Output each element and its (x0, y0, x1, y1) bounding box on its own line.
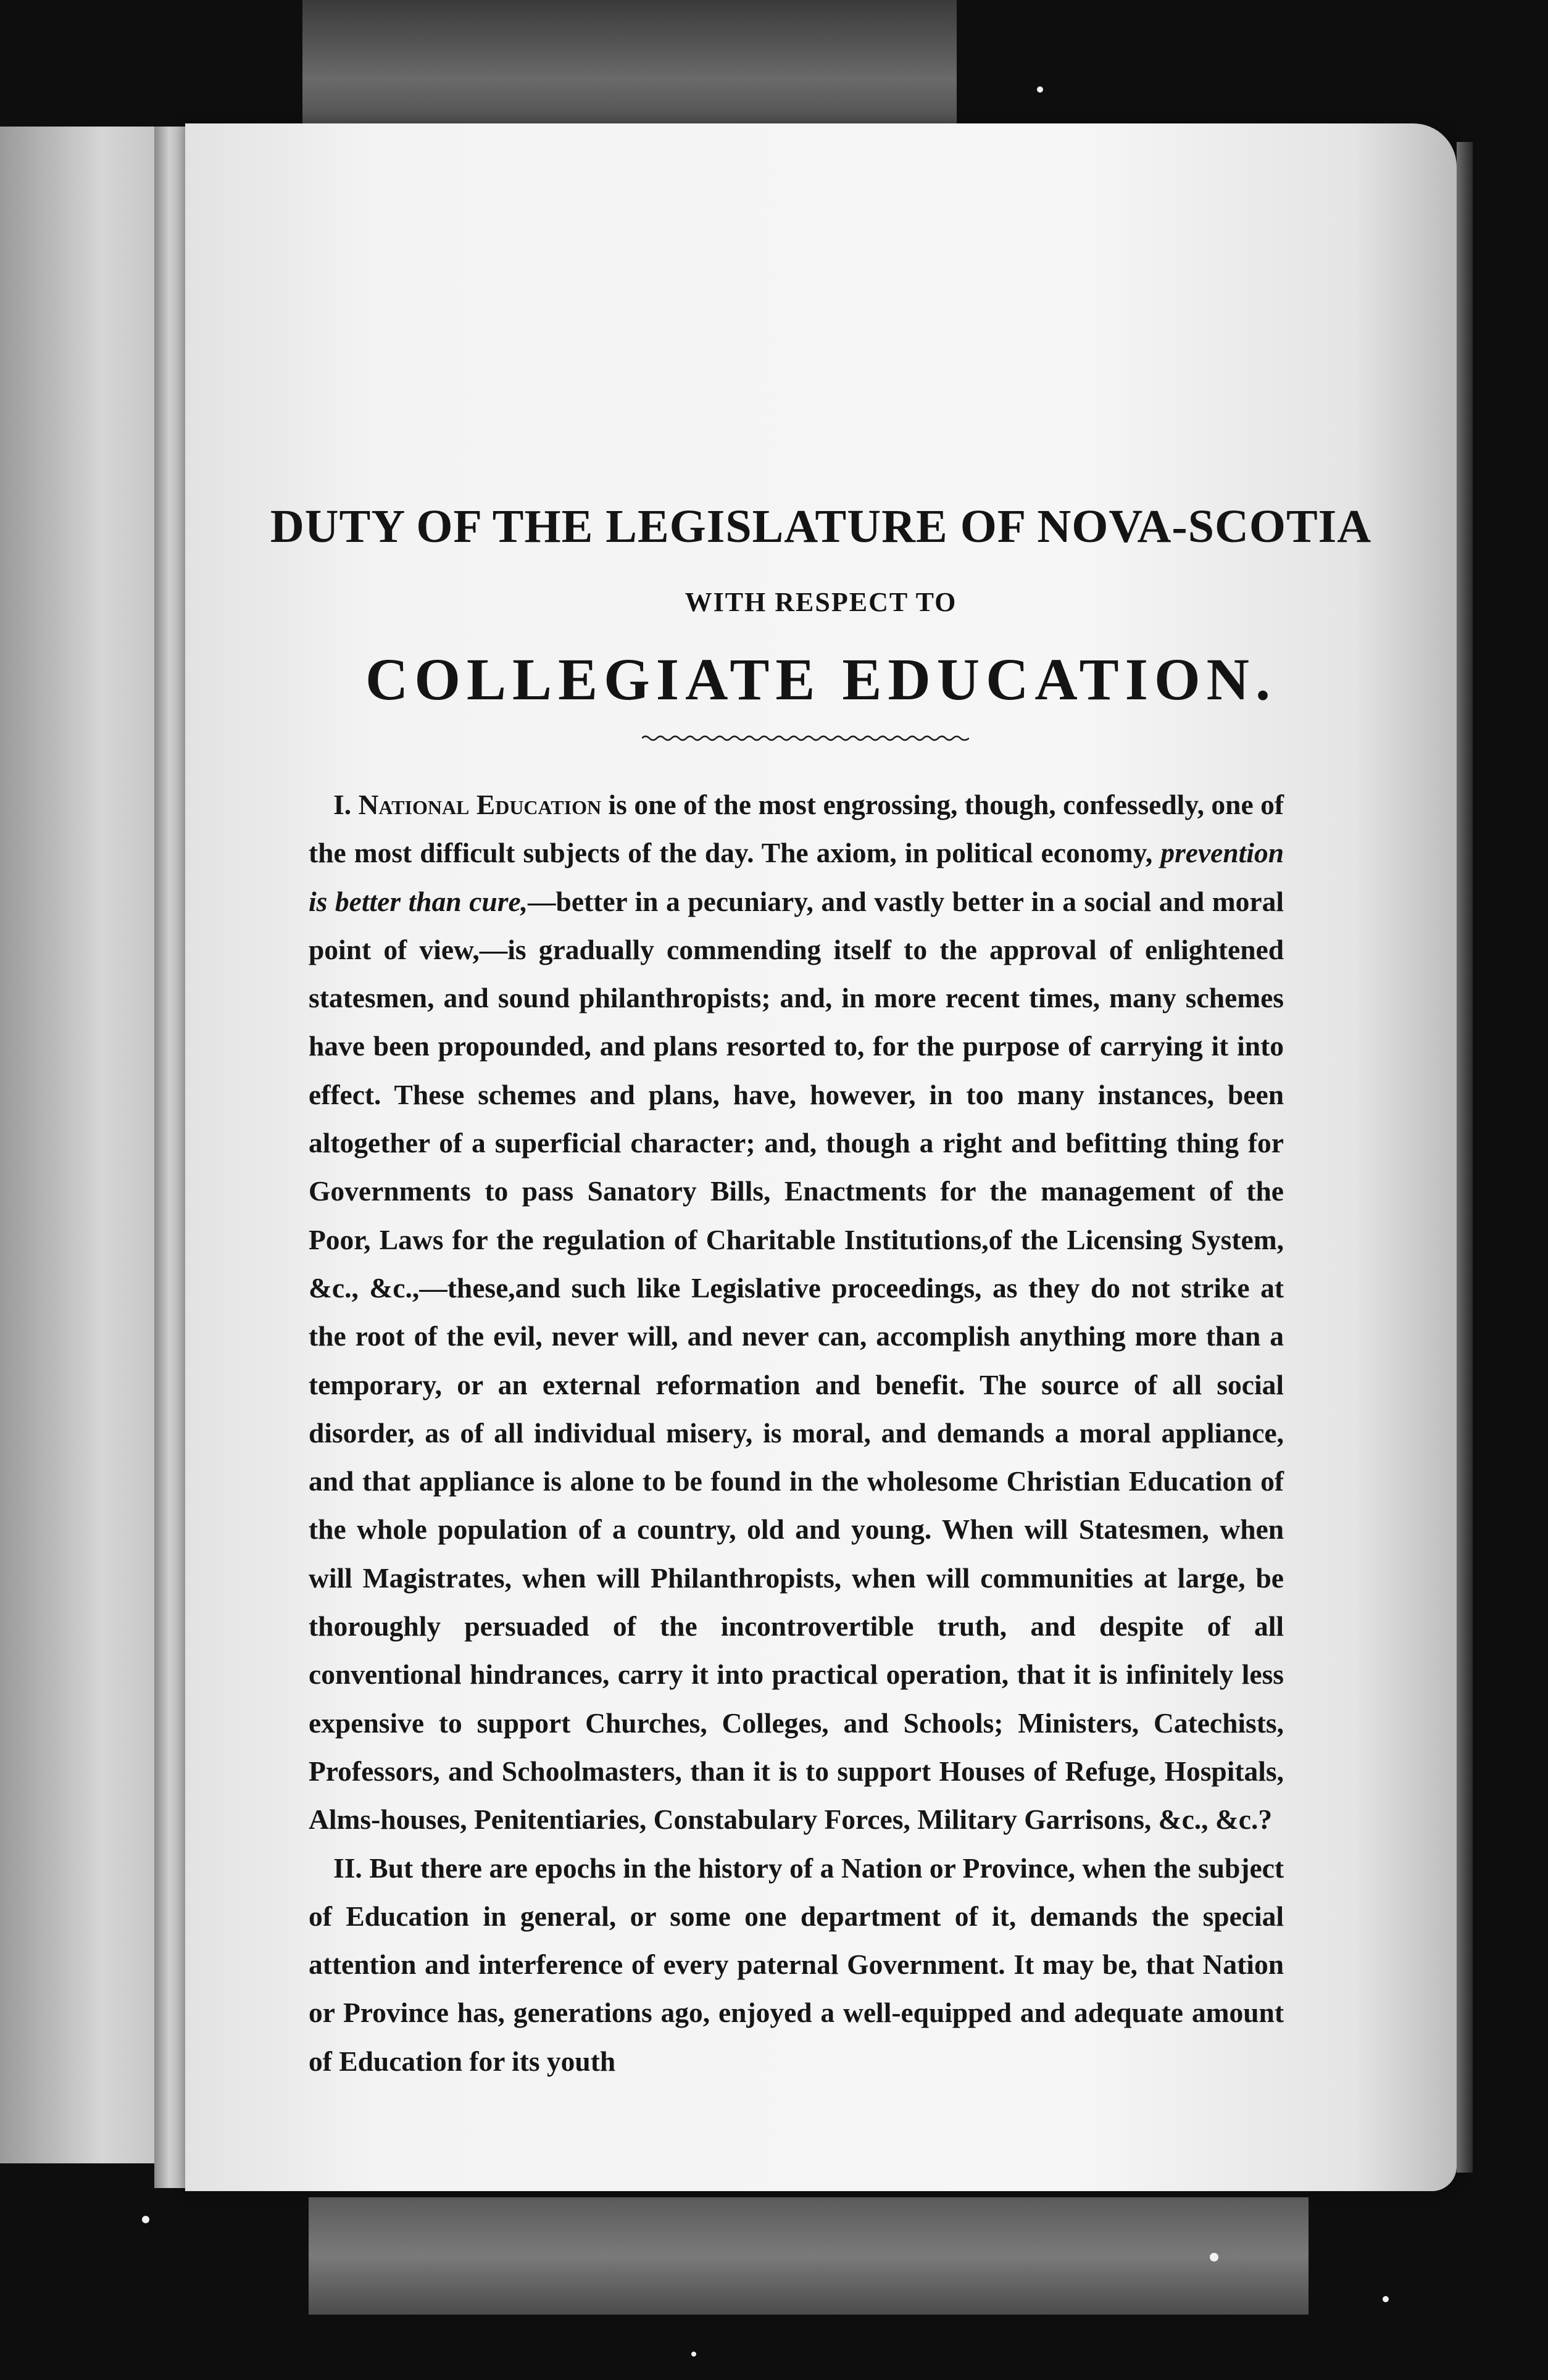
section-2-paragraph: II. But there are epochs in the history of a Nation or Province, when the subject of Education in general, or some one department of it, demands the special attention and interference of every paternal Government. It may be, that Nation or Province has, generations ago, enjoyed a well-equipped and adequate amount of Education for its youth (309, 1852, 1284, 2077)
section-1-paragraph (309, 781, 1284, 1844)
section-1-text-b: —better in a pecuniary, and vastly better in a social and moral point of view,—is gradually commending itself to the approval of enlightened statesmen, and sound philanthropists; and, in more recent times, many schemes have been propounded, and plans resorted to, for the purpose of carrying it into effect. These schemes and plans, have, however, in too many instances, been altogether of a superficial character; and, though a right and befitting thing for Governments to pass Sanatory Bills, Enactments for the management of the Poor, Laws for the regulation of Charitable Institutions,of the Licensing System, &c., &c.,—these,and such like Legislative proceedings, as they do not strike at the root of the evil, never will, and never can, accomplish anything more than a temporary, or an external reformation and benefit. The source of all social disorder, as of all individual misery, is moral, and demands a moral appliance, and that appliance is alone to be found in the wholesome Christian Education of the whole population of a country, old and young. When will Statesmen, when will Magistrates, when will Philanthropists, when will communities at large, be thoroughly persuaded of the incontrovertible truth, and despite of all conventional hindrances, carry it into practical operation, that it is infinitely less expensive to support Churches, Colleges, and Schools; Ministers, Catechists, Professors, and Schoolmasters, than it is to support Houses of Refuge, Hospitals, Alms-houses, Penitentiaries, Constabulary Forces, Military Garrisons, &c., &c.? (309, 885, 1284, 1836)
section-1-text-a: is one of the most engrossing, though, confessedly, one of the most difficult subjects of the day. The axiom, in political economy, (309, 789, 1284, 869)
document-body (309, 781, 1284, 2086)
section-1-lead: National Education (358, 789, 602, 820)
dust-speck (691, 2352, 696, 2357)
scanner-bottom-strip (309, 2197, 1309, 2315)
dust-speck (1383, 2296, 1389, 2302)
dust-speck (1037, 86, 1043, 93)
document-subtitle: WITH RESPECT TO (685, 587, 957, 617)
wavy-rule-divider (642, 734, 969, 742)
dust-speck (1210, 2253, 1218, 2261)
section-1-emphasis: prevention is better than cure, (309, 837, 1284, 917)
document-title: DUTY OF THE LEGISLATURE OF NOVA-SCOTIA (270, 501, 1372, 552)
scanner-top-strip (302, 0, 957, 133)
section-1-number: I. (333, 789, 352, 820)
dust-speck (142, 2216, 149, 2223)
page-shadow-edge (1457, 142, 1473, 2173)
document-main-heading: COLLEGIATE EDUCATION. (365, 646, 1276, 712)
